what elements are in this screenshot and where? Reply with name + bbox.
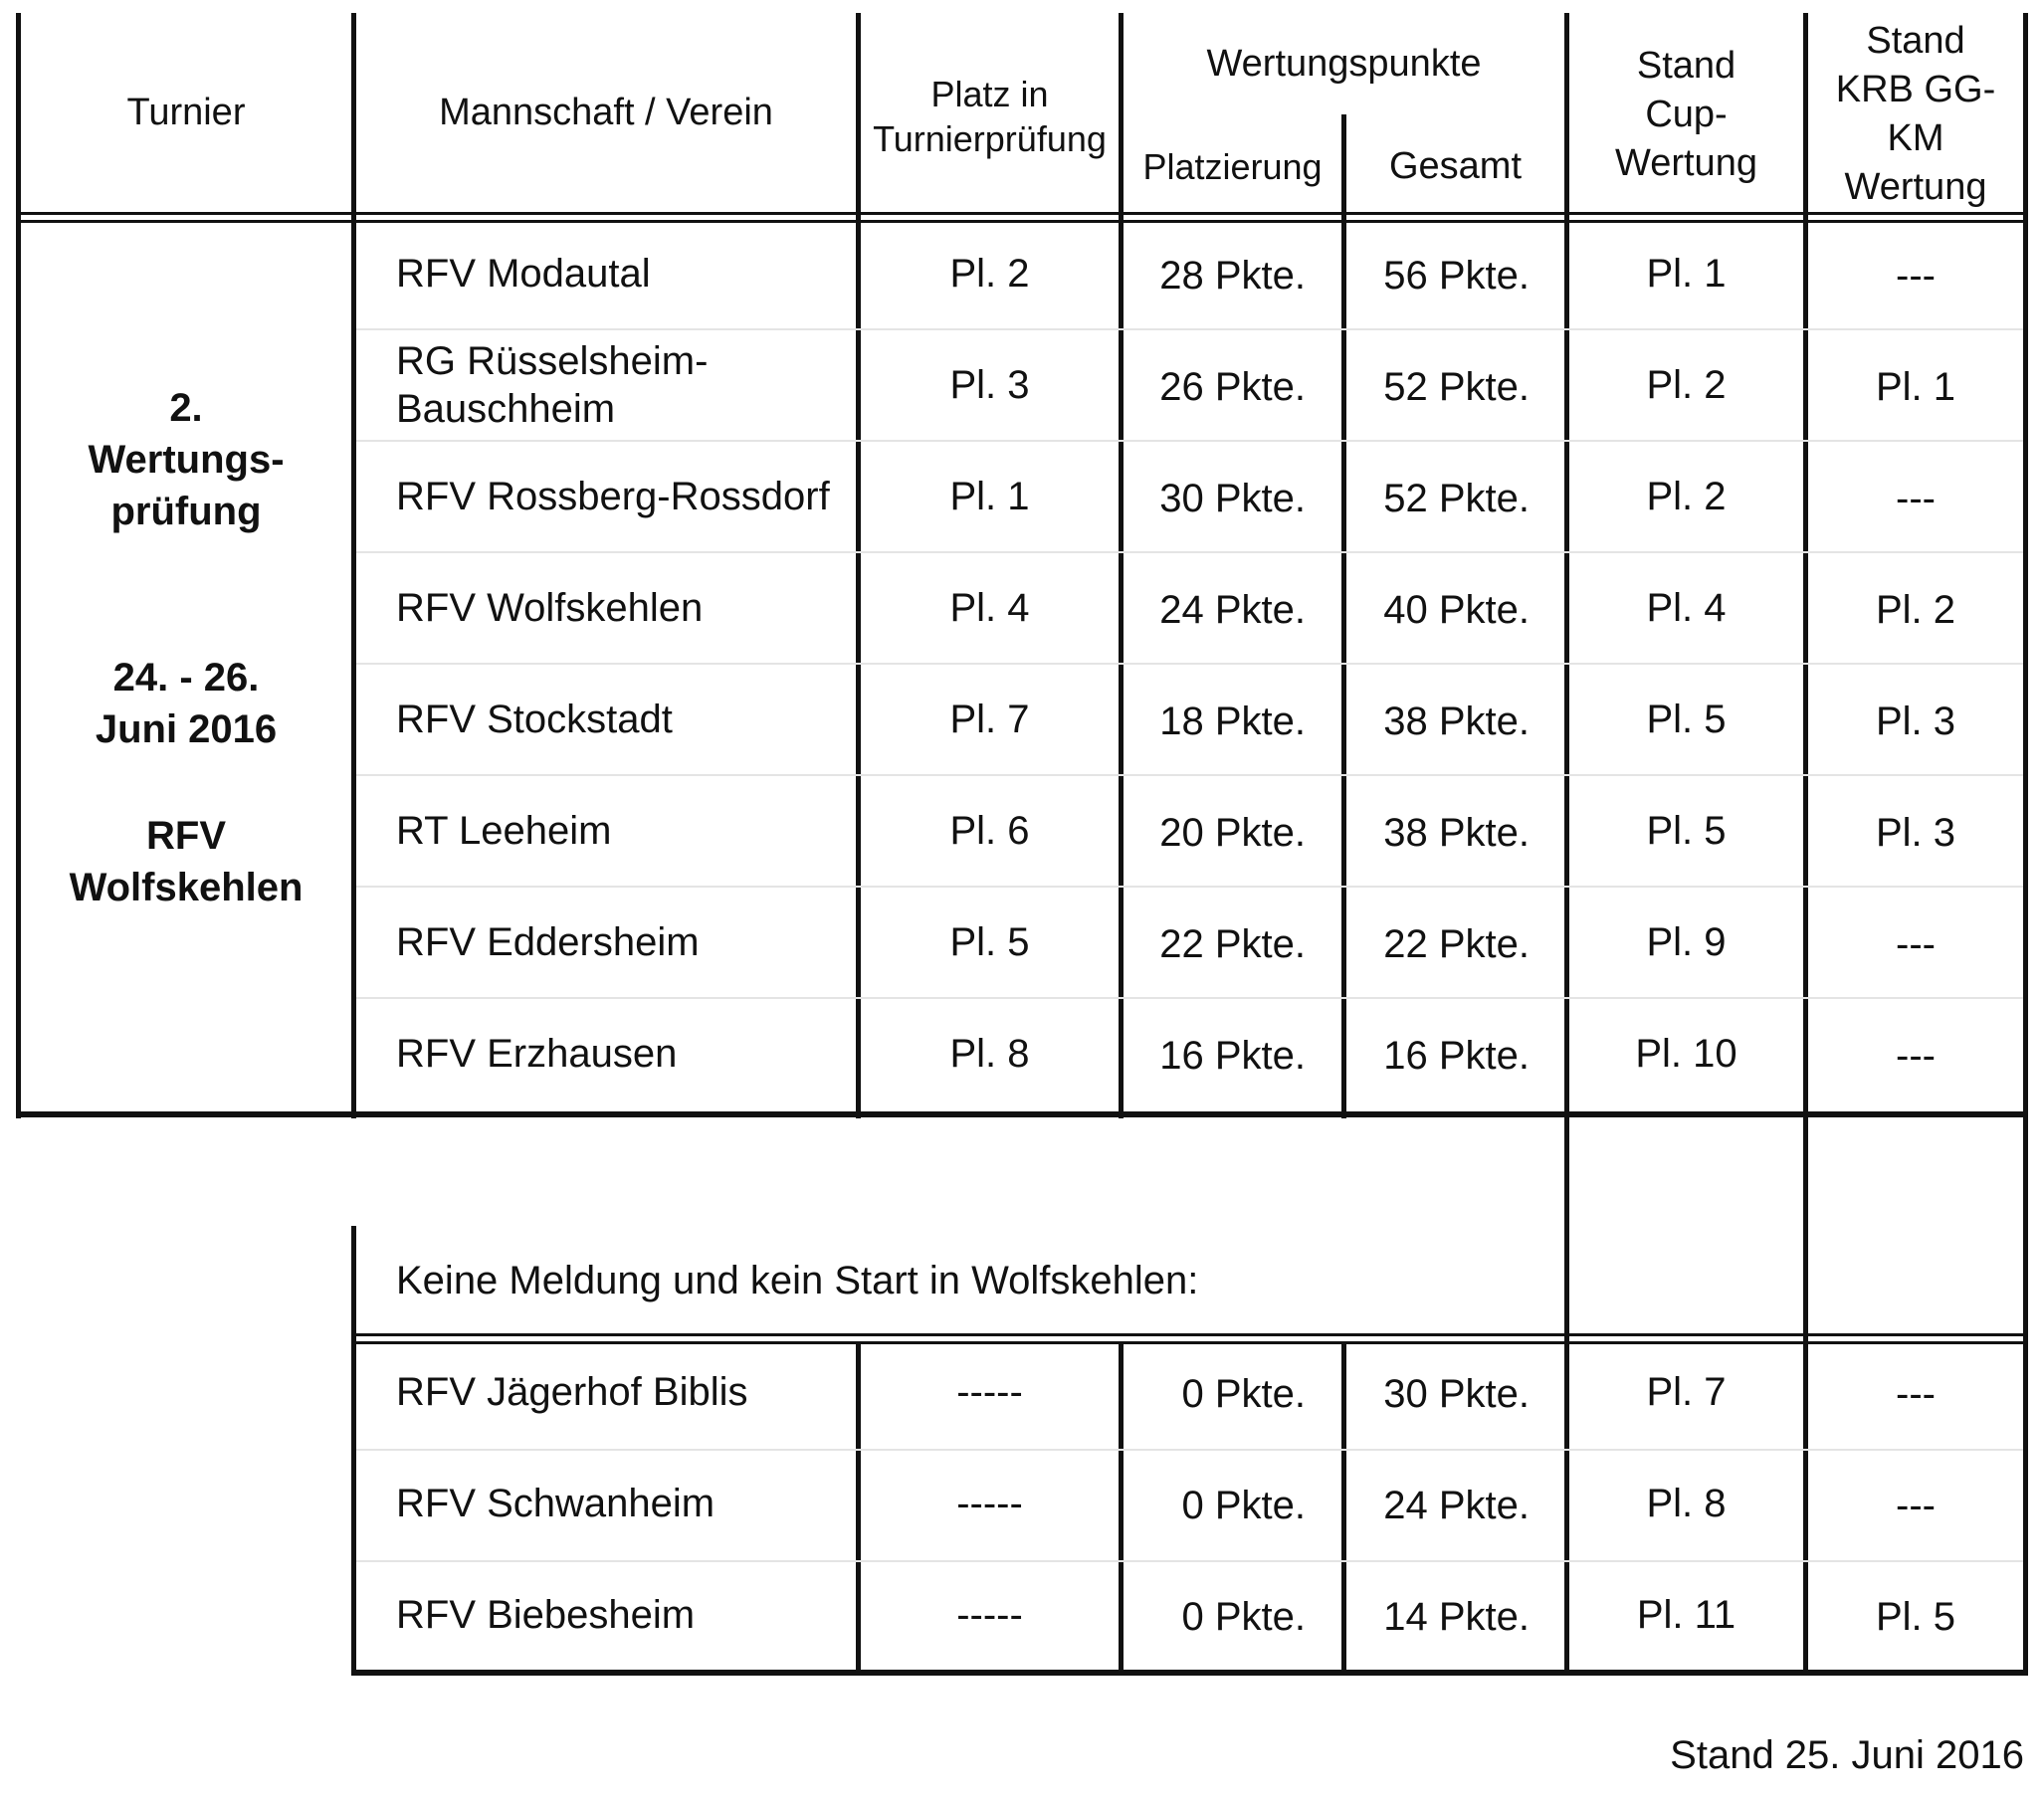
platz-value: ----- xyxy=(956,1370,1023,1414)
platz-value: Pl. 8 xyxy=(949,1032,1030,1076)
platz-value: Pl. 6 xyxy=(949,809,1030,853)
team-name: RFV Schwanheim xyxy=(396,1482,715,1525)
cup-value: Pl. 7 xyxy=(1646,1370,1727,1414)
row-separator xyxy=(356,663,2023,665)
header-gesamt: Gesamt xyxy=(1388,145,1523,187)
platz-value: Pl. 2 xyxy=(949,252,1030,296)
row-separator xyxy=(356,886,2023,888)
cup-value: Pl. 2 xyxy=(1646,475,1727,518)
header-stand-krb-line3: KM xyxy=(1887,117,1944,159)
platz-value: Pl. 3 xyxy=(949,363,1030,407)
platzierung-value: 18 Pkte. xyxy=(1159,700,1306,743)
krb-value: --- xyxy=(1896,1372,1936,1416)
gesamt-value: 56 Pkte. xyxy=(1383,254,1530,298)
platzierung-value: 30 Pkte. xyxy=(1159,477,1306,520)
gesamt-value: 30 Pkte. xyxy=(1383,1372,1530,1416)
platz-value: Pl. 5 xyxy=(949,920,1030,964)
team-name: RT Leeheim xyxy=(396,809,612,853)
row-separator xyxy=(356,440,2023,442)
team-name: RFV Modautal xyxy=(396,252,651,296)
team-name: RFV Jägerhof Biblis xyxy=(396,1370,748,1414)
krb-value: --- xyxy=(1896,1034,1936,1078)
cup-value: Pl. 2 xyxy=(1646,363,1727,407)
gesamt-value: 40 Pkte. xyxy=(1383,588,1530,632)
platzierung-value: 20 Pkte. xyxy=(1159,811,1306,855)
gesamt-value: 16 Pkte. xyxy=(1383,1034,1530,1078)
krb-value: Pl. 1 xyxy=(1875,365,1956,409)
platzierung-value: 22 Pkte. xyxy=(1159,922,1306,966)
header-platz-line1: Platz in xyxy=(930,74,1049,114)
header-mannschaft: Mannschaft / Verein xyxy=(439,92,773,133)
lower-double-line-bottom xyxy=(351,1341,2028,1344)
krb-value: --- xyxy=(1896,254,1936,298)
krb-value: Pl. 3 xyxy=(1875,700,1956,743)
gesamt-value: 52 Pkte. xyxy=(1383,477,1530,520)
header-stand-cup-line1: Stand xyxy=(1636,45,1737,87)
header-wertungspunkte: Wertungspunkte xyxy=(1206,43,1482,85)
team-name: RFV Eddersheim xyxy=(396,920,700,964)
team-name-line1: RG Rüsselsheim- xyxy=(396,339,709,383)
cup-value: Pl. 5 xyxy=(1646,809,1727,853)
header-stand-cup-line3: Wertung xyxy=(1615,142,1757,184)
team-name: RFV Erzhausen xyxy=(396,1032,678,1076)
cup-value: Pl. 1 xyxy=(1646,252,1727,296)
table-border-bottom xyxy=(16,1111,2028,1117)
table-border-right xyxy=(2023,13,2028,1118)
no-start-title: Keine Meldung und kein Start in Wolfskehlen: xyxy=(396,1259,1199,1302)
platz-value: Pl. 7 xyxy=(949,698,1030,741)
event-date-line2: Juni 2016 xyxy=(95,707,278,751)
row-separator xyxy=(356,328,2023,330)
gesamt-value: 14 Pkte. xyxy=(1383,1595,1530,1639)
krb-value: Pl. 5 xyxy=(1875,1595,1956,1639)
cup-value: Pl. 9 xyxy=(1646,920,1727,964)
event-host-line1: RFV xyxy=(146,814,226,858)
footer-stand-date: Stand 25. Juni 2016 xyxy=(1670,1733,2024,1777)
team-name: RFV Wolfskehlen xyxy=(396,586,704,630)
cup-value: Pl. 4 xyxy=(1646,586,1727,630)
platzierung-value: 0 Pkte. xyxy=(1181,1372,1306,1416)
event-title-line2: Wertungs- xyxy=(88,438,285,482)
platz-value: Pl. 4 xyxy=(949,586,1030,630)
header-platz-line2: Turnierprüfung xyxy=(873,118,1107,159)
header-platzierung: Platzierung xyxy=(1142,146,1323,187)
gesamt-value: 38 Pkte. xyxy=(1383,700,1530,743)
platz-value: ----- xyxy=(956,1593,1023,1637)
header-stand-krb-line2: KRB GG- xyxy=(1835,69,1996,110)
event-date-line1: 24. - 26. xyxy=(112,656,260,700)
header-stand-krb-line1: Stand xyxy=(1866,20,1965,62)
lower-border-right xyxy=(2023,1117,2028,1675)
gesamt-value: 38 Pkte. xyxy=(1383,811,1530,855)
header-stand-krb-line4: Wertung xyxy=(1844,166,1987,208)
row-separator xyxy=(356,1449,2023,1451)
lower-border-bottom xyxy=(351,1670,2028,1676)
column-divider-team xyxy=(351,13,356,1118)
platzierung-value: 0 Pkte. xyxy=(1181,1595,1306,1639)
krb-value: Pl. 3 xyxy=(1875,811,1956,855)
row-separator xyxy=(356,1560,2023,1562)
event-title-line3: prüfung xyxy=(110,490,262,533)
platzierung-value: 0 Pkte. xyxy=(1181,1484,1306,1527)
krb-value: --- xyxy=(1896,1484,1936,1527)
platzierung-value: 26 Pkte. xyxy=(1159,365,1306,409)
cup-value: Pl. 8 xyxy=(1646,1482,1727,1525)
gesamt-value: 52 Pkte. xyxy=(1383,365,1530,409)
cup-value: Pl. 11 xyxy=(1636,1593,1737,1637)
event-title-line1: 2. xyxy=(169,386,203,430)
row-separator xyxy=(356,774,2023,776)
platz-value: Pl. 1 xyxy=(949,475,1030,518)
krb-value: --- xyxy=(1896,922,1936,966)
table-border-left xyxy=(16,13,21,1118)
lower-double-line-top xyxy=(351,1333,2028,1336)
row-separator xyxy=(356,551,2023,553)
gesamt-value: 22 Pkte. xyxy=(1383,922,1530,966)
row-separator xyxy=(356,997,2023,999)
team-name: RFV Biebesheim xyxy=(396,1593,696,1637)
cup-value: Pl. 10 xyxy=(1635,1032,1737,1076)
platz-value: ----- xyxy=(956,1482,1023,1525)
platzierung-value: 28 Pkte. xyxy=(1159,254,1306,298)
team-name: RFV Stockstadt xyxy=(396,698,673,741)
cup-value: Pl. 5 xyxy=(1646,698,1727,741)
platzierung-value: 24 Pkte. xyxy=(1159,588,1306,632)
krb-value: Pl. 2 xyxy=(1875,588,1956,632)
platzierung-value: 16 Pkte. xyxy=(1159,1034,1306,1078)
header-double-line-bottom xyxy=(16,220,2028,223)
header-stand-cup-line2: Cup- xyxy=(1645,94,1728,135)
team-name-line2: Bauschheim xyxy=(396,387,616,431)
team-name: RFV Rossberg-Rossdorf xyxy=(396,475,830,518)
krb-value: --- xyxy=(1896,477,1936,520)
header-turnier: Turnier xyxy=(126,92,246,133)
event-host-line2: Wolfskehlen xyxy=(69,866,304,909)
header-double-line-top xyxy=(16,212,2028,215)
gesamt-value: 24 Pkte. xyxy=(1383,1484,1530,1527)
